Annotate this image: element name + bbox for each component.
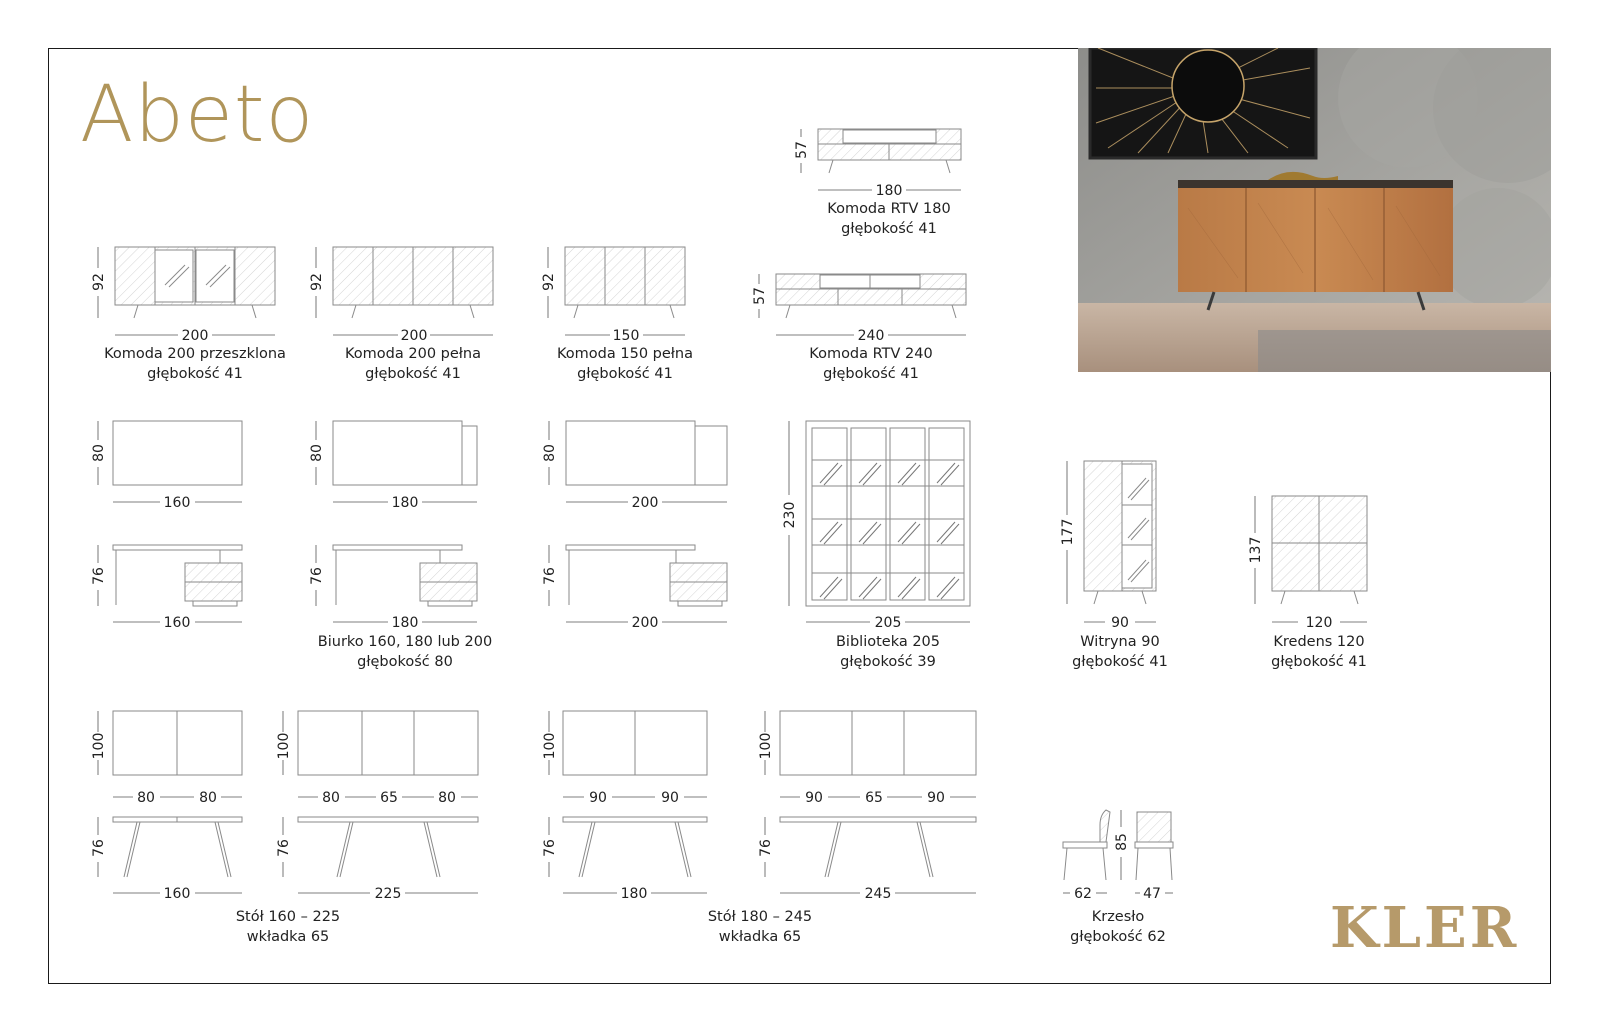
table-160-height: 76	[91, 839, 107, 857]
komoda-200-full-drawing	[333, 247, 493, 318]
komoda-150-drawing	[565, 247, 685, 318]
display-cabinet-90-drawing	[1084, 461, 1156, 604]
table-225-depth: 100	[276, 732, 292, 760]
desk-180-top-width: 180	[391, 495, 419, 511]
display-cabinet-name: Witryna 90	[1080, 634, 1160, 650]
display-cabinet-height: 177	[1060, 518, 1076, 546]
komoda-200-glass-depth: głębokość 41	[147, 366, 243, 382]
desk-160-height: 76	[91, 567, 107, 585]
rtv-180-drawing	[818, 129, 961, 173]
rtv-240-depth: głębokość 41	[823, 366, 919, 382]
table-225-height: 76	[276, 839, 292, 857]
caption-komoda-200-full	[293, 344, 533, 384]
desk-180-top-depth: 80	[309, 444, 325, 462]
komoda-200-glass-width: 200	[181, 328, 209, 344]
table-160-width: 160	[163, 886, 191, 902]
komoda-200-glass-height: 92	[91, 273, 107, 291]
table-245-depth: 100	[758, 732, 774, 760]
table-160-insert: wkładka 65	[246, 929, 330, 945]
caption-bookcase	[768, 632, 1008, 672]
table-180-width: 180	[620, 886, 648, 902]
table-225-top	[298, 711, 478, 775]
table-225-insert: 65	[380, 790, 398, 806]
bookcase-height: 230	[782, 501, 798, 529]
table-160-leaf-a: 80	[137, 790, 155, 806]
sideboard-name: Kredens 120	[1273, 634, 1365, 650]
sideboard-120-drawing	[1272, 496, 1367, 604]
table-245-height: 76	[758, 839, 774, 857]
desk-200-height: 76	[542, 567, 558, 585]
desk-200-top-depth: 80	[542, 444, 558, 462]
desk-name: Biurko 160, 180 lub 200	[317, 634, 493, 650]
table-180-height: 76	[542, 839, 558, 857]
komoda-150-width: 150	[612, 328, 640, 344]
desk-160-side-width: 160	[163, 615, 191, 631]
rtv-240-height: 57	[752, 287, 768, 305]
caption-rtv-240	[751, 344, 991, 384]
caption-komoda-200-glass	[75, 344, 315, 384]
komoda-200-glass-drawing	[115, 247, 275, 318]
display-cabinet-depth: głębokość 41	[1072, 654, 1168, 670]
desk-160-top-width: 160	[163, 495, 191, 511]
rtv-240-name: Komoda RTV 240	[809, 346, 933, 362]
chair-side-width: 62	[1074, 886, 1092, 902]
chair-height: 85	[1114, 833, 1130, 851]
bookcase-name: Biblioteka 205	[835, 634, 941, 650]
sideboard-depth: głębokość 41	[1271, 654, 1367, 670]
table-160-depth: 100	[91, 732, 107, 760]
desk-180-side	[333, 545, 477, 606]
table-180-top	[563, 711, 707, 775]
desk-200-side	[566, 545, 727, 606]
chair-front-width: 47	[1143, 886, 1161, 902]
rtv-180-height: 57	[794, 141, 810, 159]
table-160-name: Stół 160 – 225	[235, 909, 341, 925]
table-180-leaf-a: 90	[589, 790, 607, 806]
chair-name: Krzesło	[1091, 909, 1145, 925]
desk-180-height: 76	[309, 567, 325, 585]
desk-depth: głębokość 80	[357, 654, 453, 670]
table-245-top	[780, 711, 976, 775]
desk-180-side-width: 180	[391, 615, 419, 631]
table-245-leaf-a: 90	[805, 790, 823, 806]
rtv-180-name: Komoda RTV 180	[827, 201, 951, 217]
desk-200-side-width: 200	[631, 615, 659, 631]
komoda-200-full-depth: głębokość 41	[365, 366, 461, 382]
rtv-240-drawing	[776, 274, 966, 318]
chair-side-drawing	[1063, 810, 1110, 880]
table-225-leaf-b: 80	[438, 790, 456, 806]
table-160-side	[113, 817, 242, 877]
chair-front-drawing	[1135, 812, 1173, 880]
caption-desk	[285, 632, 525, 672]
table-225-leaf-a: 80	[322, 790, 340, 806]
table-225-width: 225	[374, 886, 402, 902]
desk-160-side	[113, 545, 242, 606]
komoda-200-glass-name: Komoda 200 przeszklona	[104, 346, 286, 362]
table-245-side	[780, 817, 976, 877]
collection-title: Abeto	[80, 70, 315, 160]
desk-200-top-width: 200	[631, 495, 659, 511]
table-225-side	[298, 817, 478, 877]
table-245-leaf-b: 90	[927, 790, 945, 806]
caption-table-160	[168, 907, 408, 947]
caption-chair	[998, 907, 1238, 947]
caption-komoda-150	[505, 344, 745, 384]
rtv-180-width: 180	[875, 183, 903, 199]
brand-logo: KLER	[1330, 895, 1520, 961]
komoda-200-full-width: 200	[400, 328, 428, 344]
display-cabinet-width: 90	[1111, 615, 1129, 631]
rtv-240-width: 240	[857, 328, 885, 344]
komoda-150-depth: głębokość 41	[577, 366, 673, 382]
table-180-insert: wkładka 65	[718, 929, 802, 945]
caption-sideboard	[1199, 632, 1439, 672]
caption-table-180	[640, 907, 880, 947]
komoda-150-height: 92	[541, 273, 557, 291]
table-245-width: 245	[864, 886, 892, 902]
chair-depth: głębokość 62	[1070, 929, 1166, 945]
sideboard-height: 137	[1248, 536, 1264, 564]
bookcase-width: 205	[874, 615, 902, 631]
komoda-200-full-name: Komoda 200 pełna	[345, 346, 481, 362]
caption-rtv-180	[769, 199, 1009, 239]
desk-160-top	[113, 421, 242, 485]
table-180-depth: 100	[542, 732, 558, 760]
rtv-180-depth: głębokość 41	[841, 221, 937, 237]
desk-160-top-depth: 80	[91, 444, 107, 462]
komoda-200-full-height: 92	[309, 273, 325, 291]
table-160-top	[113, 711, 242, 775]
table-180-name: Stół 180 – 245	[707, 909, 813, 925]
desk-180-top	[333, 421, 462, 485]
table-180-leaf-b: 90	[661, 790, 679, 806]
table-245-insert: 65	[865, 790, 883, 806]
table-180-side	[563, 817, 707, 877]
bookcase-205-drawing	[806, 421, 970, 606]
sideboard-width: 120	[1305, 615, 1333, 631]
bookcase-depth: głębokość 39	[840, 654, 936, 670]
table-160-leaf-b: 80	[199, 790, 217, 806]
desk-200-top	[566, 421, 695, 485]
komoda-150-name: Komoda 150 pełna	[557, 346, 693, 362]
